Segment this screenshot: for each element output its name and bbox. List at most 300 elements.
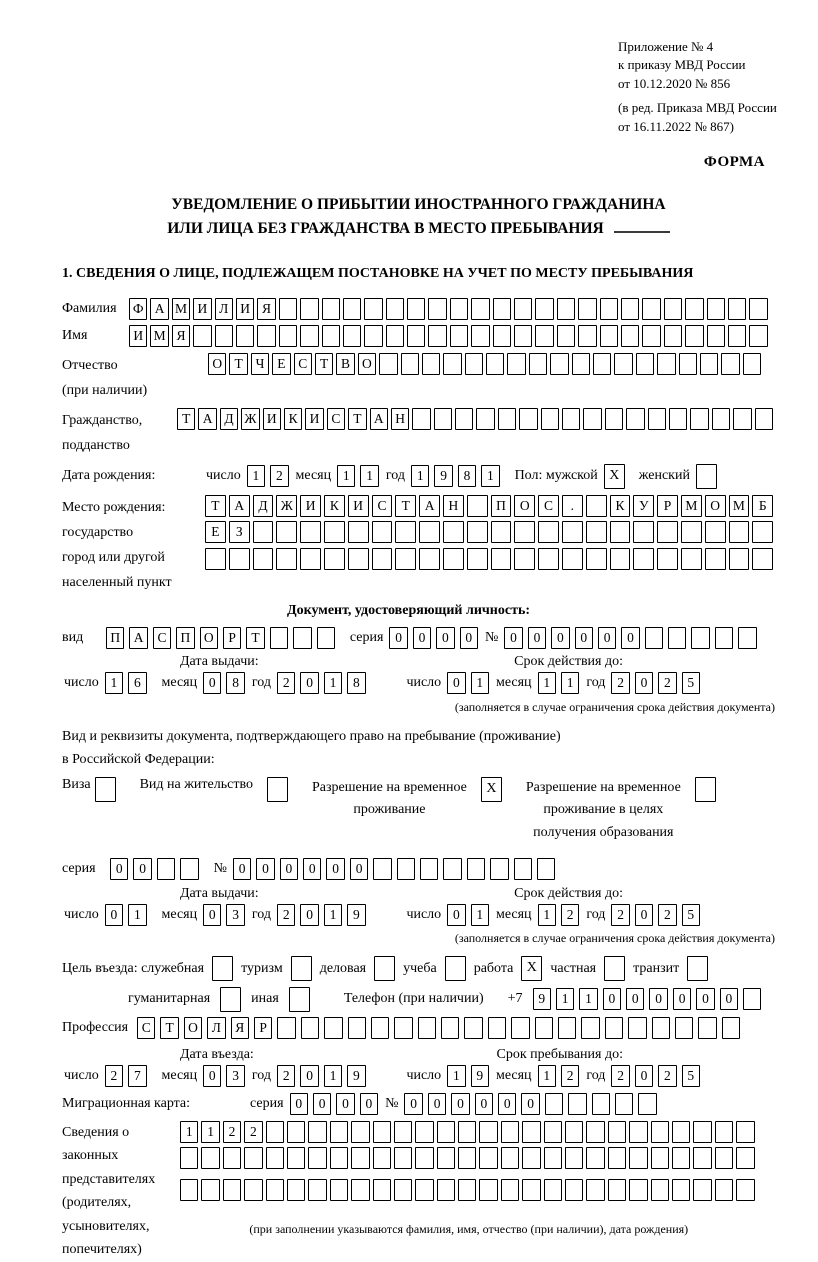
char-cell[interactable]: М — [681, 495, 702, 517]
char-cell[interactable] — [614, 353, 632, 375]
char-cell[interactable]: О — [358, 353, 376, 375]
char-cell[interactable] — [257, 325, 275, 347]
char-cell[interactable]: 9 — [434, 465, 452, 487]
purpose-private-checkbox[interactable] — [604, 956, 625, 981]
char-cell[interactable] — [558, 1017, 576, 1039]
char-cell[interactable]: 1 — [247, 465, 265, 487]
char-cell[interactable] — [415, 1179, 433, 1201]
char-cell[interactable]: X — [481, 777, 502, 802]
char-cell[interactable] — [397, 858, 415, 880]
char-cell[interactable]: Ж — [241, 408, 259, 430]
char-cell[interactable] — [514, 325, 532, 347]
char-cell[interactable] — [467, 495, 488, 517]
char-cell[interactable] — [193, 325, 211, 347]
char-cell[interactable] — [672, 1121, 690, 1143]
char-cell[interactable] — [394, 1017, 412, 1039]
char-cell[interactable] — [538, 548, 559, 570]
char-cell[interactable] — [583, 408, 601, 430]
char-cell[interactable] — [557, 325, 575, 347]
permit-valid-month-cells[interactable] — [538, 904, 585, 926]
char-cell[interactable]: Р — [254, 1017, 272, 1039]
permit-number-cells[interactable] — [233, 858, 560, 880]
char-cell[interactable] — [541, 408, 559, 430]
char-cell[interactable] — [330, 1179, 348, 1201]
char-cell[interactable] — [690, 408, 708, 430]
char-cell[interactable] — [581, 1017, 599, 1039]
char-cell[interactable]: А — [419, 495, 440, 517]
char-cell[interactable] — [348, 1017, 366, 1039]
visa-checkbox[interactable] — [95, 777, 116, 802]
char-cell[interactable] — [729, 548, 750, 570]
char-cell[interactable] — [407, 298, 425, 320]
char-cell[interactable] — [705, 521, 726, 543]
char-cell[interactable] — [308, 1121, 326, 1143]
doc-valid-day-cells[interactable] — [447, 672, 494, 694]
char-cell[interactable] — [633, 548, 654, 570]
char-cell[interactable] — [600, 298, 618, 320]
char-cell[interactable]: 6 — [128, 672, 146, 694]
char-cell[interactable] — [415, 1147, 433, 1169]
char-cell[interactable] — [386, 298, 404, 320]
char-cell[interactable] — [415, 1121, 433, 1143]
char-cell[interactable] — [645, 627, 663, 649]
char-cell[interactable] — [707, 298, 725, 320]
entry-year-cells[interactable] — [277, 1065, 371, 1087]
char-cell[interactable] — [317, 627, 335, 649]
char-cell[interactable] — [736, 1121, 754, 1143]
char-cell[interactable]: 2 — [561, 1065, 579, 1087]
char-cell[interactable] — [736, 1147, 754, 1169]
char-cell[interactable] — [722, 1017, 740, 1039]
char-cell[interactable]: Д — [220, 408, 238, 430]
char-cell[interactable]: Т — [160, 1017, 178, 1039]
char-cell[interactable]: 9 — [533, 988, 551, 1010]
char-cell[interactable] — [712, 408, 730, 430]
char-cell[interactable]: И — [236, 298, 254, 320]
char-cell[interactable]: 1 — [411, 465, 429, 487]
char-cell[interactable]: 0 — [460, 627, 478, 649]
char-cell[interactable] — [565, 1179, 583, 1201]
surname-cells[interactable] — [129, 298, 771, 320]
char-cell[interactable] — [733, 408, 751, 430]
char-cell[interactable] — [351, 1147, 369, 1169]
birth-place-cells-row3[interactable] — [205, 548, 776, 570]
char-cell[interactable] — [679, 353, 697, 375]
char-cell[interactable]: 1 — [471, 672, 489, 694]
char-cell[interactable]: 1 — [324, 904, 342, 926]
citizenship-cells[interactable] — [177, 408, 776, 430]
char-cell[interactable] — [519, 408, 537, 430]
char-cell[interactable] — [300, 521, 321, 543]
char-cell[interactable] — [180, 858, 198, 880]
char-cell[interactable]: 1 — [128, 904, 146, 926]
char-cell[interactable] — [401, 353, 419, 375]
char-cell[interactable] — [351, 1179, 369, 1201]
char-cell[interactable] — [586, 1147, 604, 1169]
char-cell[interactable] — [322, 298, 340, 320]
char-cell[interactable] — [205, 548, 226, 570]
char-cell[interactable] — [565, 1147, 583, 1169]
char-cell[interactable] — [479, 1121, 497, 1143]
char-cell[interactable] — [715, 1179, 733, 1201]
char-cell[interactable] — [550, 353, 568, 375]
char-cell[interactable] — [488, 1017, 506, 1039]
char-cell[interactable] — [491, 521, 512, 543]
char-cell[interactable] — [215, 325, 233, 347]
char-cell[interactable]: Л — [207, 1017, 225, 1039]
permit-issue-month-cells[interactable] — [203, 904, 250, 926]
char-cell[interactable] — [437, 1121, 455, 1143]
char-cell[interactable]: 0 — [475, 1093, 493, 1115]
char-cell[interactable] — [514, 298, 532, 320]
char-cell[interactable]: 9 — [347, 1065, 365, 1087]
char-cell[interactable] — [562, 548, 583, 570]
char-cell[interactable] — [394, 1121, 412, 1143]
char-cell[interactable]: 0 — [105, 904, 123, 926]
char-cell[interactable] — [443, 521, 464, 543]
char-cell[interactable]: 0 — [110, 858, 128, 880]
char-cell[interactable]: О — [705, 495, 726, 517]
char-cell[interactable] — [266, 1179, 284, 1201]
char-cell[interactable] — [743, 988, 761, 1010]
char-cell[interactable]: 0 — [360, 1093, 378, 1115]
char-cell[interactable] — [605, 1017, 623, 1039]
char-cell[interactable] — [419, 521, 440, 543]
mc-number-cells[interactable] — [404, 1093, 661, 1115]
char-cell[interactable]: 1 — [337, 465, 355, 487]
char-cell[interactable]: Д — [253, 495, 274, 517]
birth-day-cells[interactable] — [247, 465, 294, 487]
char-cell[interactable]: 1 — [556, 988, 574, 1010]
char-cell[interactable] — [685, 325, 703, 347]
char-cell[interactable] — [696, 464, 717, 489]
char-cell[interactable] — [749, 298, 767, 320]
purpose-work-checkbox[interactable] — [521, 956, 542, 981]
char-cell[interactable] — [626, 408, 644, 430]
permit-series-cells[interactable] — [110, 858, 204, 880]
char-cell[interactable]: Т — [246, 627, 264, 649]
char-cell[interactable] — [538, 521, 559, 543]
char-cell[interactable] — [308, 1179, 326, 1201]
char-cell[interactable] — [568, 1093, 586, 1115]
char-cell[interactable]: 2 — [658, 1065, 676, 1087]
char-cell[interactable] — [212, 956, 233, 981]
doc-series-cells[interactable] — [389, 627, 483, 649]
char-cell[interactable] — [514, 858, 532, 880]
char-cell[interactable] — [715, 1147, 733, 1169]
char-cell[interactable] — [636, 353, 654, 375]
char-cell[interactable] — [600, 325, 618, 347]
doc-number-cells[interactable] — [504, 627, 761, 649]
char-cell[interactable]: 9 — [471, 1065, 489, 1087]
char-cell[interactable] — [455, 408, 473, 430]
char-cell[interactable] — [450, 325, 468, 347]
char-cell[interactable] — [180, 1147, 198, 1169]
char-cell[interactable]: 5 — [682, 672, 700, 694]
char-cell[interactable] — [437, 1179, 455, 1201]
char-cell[interactable]: У — [633, 495, 654, 517]
char-cell[interactable] — [157, 858, 175, 880]
doc-kind-cells[interactable] — [106, 627, 340, 649]
char-cell[interactable]: 2 — [223, 1121, 241, 1143]
char-cell[interactable]: 1 — [561, 672, 579, 694]
char-cell[interactable]: 1 — [324, 672, 342, 694]
char-cell[interactable]: Е — [205, 521, 226, 543]
char-cell[interactable] — [668, 627, 686, 649]
char-cell[interactable] — [201, 1147, 219, 1169]
char-cell[interactable] — [535, 325, 553, 347]
char-cell[interactable]: А — [150, 298, 168, 320]
char-cell[interactable]: 0 — [635, 904, 653, 926]
char-cell[interactable]: И — [305, 408, 323, 430]
char-cell[interactable] — [705, 548, 726, 570]
char-cell[interactable]: 1 — [447, 1065, 465, 1087]
char-cell[interactable]: 0 — [336, 1093, 354, 1115]
char-cell[interactable]: 0 — [521, 1093, 539, 1115]
char-cell[interactable] — [244, 1147, 262, 1169]
char-cell[interactable]: П — [491, 495, 512, 517]
char-cell[interactable]: 0 — [436, 627, 454, 649]
char-cell[interactable] — [236, 325, 254, 347]
char-cell[interactable] — [471, 298, 489, 320]
char-cell[interactable] — [691, 627, 709, 649]
char-cell[interactable] — [443, 353, 461, 375]
char-cell[interactable] — [501, 1121, 519, 1143]
char-cell[interactable] — [291, 956, 312, 981]
char-cell[interactable]: 0 — [313, 1093, 331, 1115]
char-cell[interactable] — [755, 408, 773, 430]
char-cell[interactable] — [412, 408, 430, 430]
char-cell[interactable] — [372, 521, 393, 543]
char-cell[interactable]: Т — [348, 408, 366, 430]
char-cell[interactable]: 1 — [481, 465, 499, 487]
char-cell[interactable]: 2 — [658, 672, 676, 694]
char-cell[interactable]: Т — [205, 495, 226, 517]
char-cell[interactable] — [615, 1093, 633, 1115]
char-cell[interactable] — [279, 325, 297, 347]
char-cell[interactable] — [752, 521, 773, 543]
char-cell[interactable] — [441, 1017, 459, 1039]
char-cell[interactable]: 2 — [277, 904, 295, 926]
char-cell[interactable]: С — [372, 495, 393, 517]
char-cell[interactable] — [529, 353, 547, 375]
char-cell[interactable] — [728, 325, 746, 347]
char-cell[interactable] — [373, 1121, 391, 1143]
char-cell[interactable] — [657, 353, 675, 375]
char-cell[interactable] — [736, 1179, 754, 1201]
char-cell[interactable] — [565, 1121, 583, 1143]
char-cell[interactable]: 0 — [404, 1093, 422, 1115]
char-cell[interactable] — [743, 353, 761, 375]
char-cell[interactable] — [300, 548, 321, 570]
char-cell[interactable]: 8 — [347, 672, 365, 694]
char-cell[interactable] — [223, 1147, 241, 1169]
char-cell[interactable]: А — [370, 408, 388, 430]
char-cell[interactable] — [651, 1147, 669, 1169]
sex-male-checkbox[interactable] — [604, 464, 625, 489]
char-cell[interactable]: О — [514, 495, 535, 517]
char-cell[interactable]: X — [521, 956, 542, 981]
char-cell[interactable] — [324, 521, 345, 543]
char-cell[interactable] — [693, 1147, 711, 1169]
char-cell[interactable] — [715, 627, 733, 649]
char-cell[interactable] — [586, 1179, 604, 1201]
char-cell[interactable] — [669, 408, 687, 430]
char-cell[interactable] — [301, 1017, 319, 1039]
char-cell[interactable] — [351, 1121, 369, 1143]
char-cell[interactable]: 2 — [611, 672, 629, 694]
char-cell[interactable] — [277, 1017, 295, 1039]
char-cell[interactable] — [324, 548, 345, 570]
char-cell[interactable]: 1 — [579, 988, 597, 1010]
birth-year-cells[interactable] — [411, 465, 505, 487]
char-cell[interactable] — [276, 521, 297, 543]
char-cell[interactable] — [394, 1147, 412, 1169]
char-cell[interactable]: 2 — [658, 904, 676, 926]
char-cell[interactable] — [287, 1121, 305, 1143]
char-cell[interactable] — [608, 1179, 626, 1201]
char-cell[interactable] — [715, 1121, 733, 1143]
char-cell[interactable]: 0 — [673, 988, 691, 1010]
char-cell[interactable] — [471, 325, 489, 347]
char-cell[interactable] — [465, 353, 483, 375]
char-cell[interactable] — [479, 1179, 497, 1201]
char-cell[interactable] — [507, 353, 525, 375]
char-cell[interactable] — [586, 495, 607, 517]
char-cell[interactable]: С — [153, 627, 171, 649]
char-cell[interactable]: Н — [391, 408, 409, 430]
char-cell[interactable] — [348, 521, 369, 543]
purpose-study-checkbox[interactable] — [445, 956, 466, 981]
char-cell[interactable] — [514, 548, 535, 570]
char-cell[interactable] — [695, 777, 716, 802]
char-cell[interactable]: X — [604, 464, 625, 489]
char-cell[interactable]: Б — [752, 495, 773, 517]
char-cell[interactable]: 0 — [290, 1093, 308, 1115]
temp-residence-checkbox[interactable] — [481, 777, 502, 802]
representatives-cells-row3[interactable] — [180, 1179, 758, 1201]
permit-issue-day-cells[interactable] — [105, 904, 152, 926]
permit-valid-day-cells[interactable] — [447, 904, 494, 926]
char-cell[interactable]: М — [172, 298, 190, 320]
char-cell[interactable] — [501, 1179, 519, 1201]
char-cell[interactable] — [522, 1147, 540, 1169]
char-cell[interactable] — [490, 858, 508, 880]
char-cell[interactable] — [443, 548, 464, 570]
char-cell[interactable]: К — [324, 495, 345, 517]
char-cell[interactable]: 0 — [626, 988, 644, 1010]
char-cell[interactable]: 0 — [720, 988, 738, 1010]
char-cell[interactable]: О — [208, 353, 226, 375]
doc-issue-month-cells[interactable] — [203, 672, 250, 694]
char-cell[interactable] — [293, 627, 311, 649]
char-cell[interactable]: 0 — [649, 988, 667, 1010]
char-cell[interactable]: 0 — [451, 1093, 469, 1115]
char-cell[interactable] — [418, 1017, 436, 1039]
char-cell[interactable] — [434, 408, 452, 430]
char-cell[interactable] — [279, 298, 297, 320]
char-cell[interactable] — [267, 777, 288, 802]
char-cell[interactable]: 8 — [226, 672, 244, 694]
char-cell[interactable] — [578, 298, 596, 320]
char-cell[interactable] — [621, 325, 639, 347]
char-cell[interactable] — [379, 353, 397, 375]
char-cell[interactable]: С — [538, 495, 559, 517]
char-cell[interactable]: 1 — [201, 1121, 219, 1143]
char-cell[interactable]: 0 — [203, 672, 221, 694]
char-cell[interactable] — [610, 548, 631, 570]
char-cell[interactable] — [493, 325, 511, 347]
char-cell[interactable] — [608, 1121, 626, 1143]
char-cell[interactable]: 0 — [280, 858, 298, 880]
char-cell[interactable]: 0 — [300, 672, 318, 694]
char-cell[interactable] — [738, 627, 756, 649]
char-cell[interactable] — [621, 298, 639, 320]
char-cell[interactable] — [419, 548, 440, 570]
sex-female-checkbox[interactable] — [696, 464, 717, 489]
birth-place-cells-row2[interactable] — [205, 521, 776, 543]
char-cell[interactable]: 0 — [603, 988, 621, 1010]
char-cell[interactable] — [629, 1179, 647, 1201]
char-cell[interactable] — [287, 1179, 305, 1201]
char-cell[interactable] — [289, 987, 310, 1012]
char-cell[interactable]: 1 — [105, 672, 123, 694]
char-cell[interactable]: Я — [257, 298, 275, 320]
entry-day-cells[interactable] — [105, 1065, 152, 1087]
char-cell[interactable]: 0 — [504, 627, 522, 649]
char-cell[interactable] — [270, 627, 288, 649]
char-cell[interactable] — [604, 956, 625, 981]
char-cell[interactable]: Ч — [251, 353, 269, 375]
birth-place-cells-row1[interactable] — [205, 495, 776, 517]
char-cell[interactable]: 1 — [471, 904, 489, 926]
char-cell[interactable] — [266, 1147, 284, 1169]
char-cell[interactable] — [681, 521, 702, 543]
char-cell[interactable] — [675, 1017, 693, 1039]
char-cell[interactable] — [685, 298, 703, 320]
char-cell[interactable]: М — [729, 495, 750, 517]
char-cell[interactable] — [586, 521, 607, 543]
char-cell[interactable] — [458, 1147, 476, 1169]
char-cell[interactable] — [420, 858, 438, 880]
char-cell[interactable]: Т — [395, 495, 416, 517]
char-cell[interactable] — [343, 325, 361, 347]
stay-month-cells[interactable] — [538, 1065, 585, 1087]
char-cell[interactable] — [253, 548, 274, 570]
char-cell[interactable]: К — [610, 495, 631, 517]
char-cell[interactable]: 0 — [635, 672, 653, 694]
char-cell[interactable]: Е — [272, 353, 290, 375]
char-cell[interactable] — [276, 548, 297, 570]
char-cell[interactable]: О — [200, 627, 218, 649]
char-cell[interactable]: 0 — [575, 627, 593, 649]
char-cell[interactable] — [605, 408, 623, 430]
char-cell[interactable] — [693, 1179, 711, 1201]
char-cell[interactable]: 0 — [203, 1065, 221, 1087]
purpose-official-checkbox[interactable] — [212, 956, 233, 981]
char-cell[interactable] — [638, 1093, 656, 1115]
char-cell[interactable] — [201, 1179, 219, 1201]
mc-series-cells[interactable] — [290, 1093, 384, 1115]
char-cell[interactable] — [562, 521, 583, 543]
char-cell[interactable] — [629, 1121, 647, 1143]
char-cell[interactable] — [364, 298, 382, 320]
char-cell[interactable] — [458, 1121, 476, 1143]
char-cell[interactable] — [511, 1017, 529, 1039]
char-cell[interactable] — [300, 298, 318, 320]
phone-cells[interactable] — [533, 988, 767, 1010]
char-cell[interactable] — [672, 1147, 690, 1169]
